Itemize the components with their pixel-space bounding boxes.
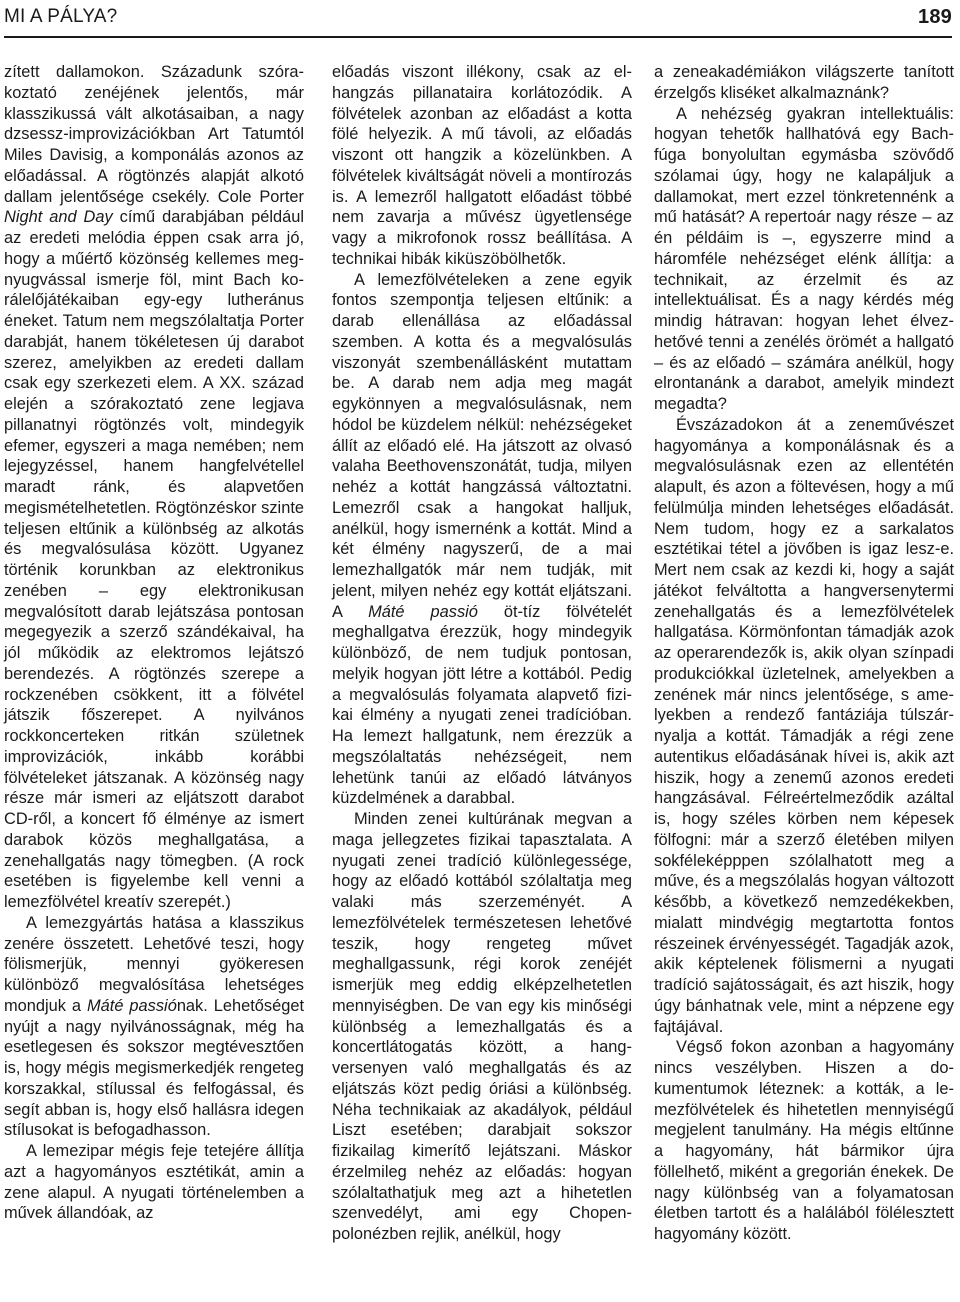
paragraph xyxy=(654,62,954,104)
text-run: A lemezgyártás hatása a klasszikus zenére összetett. Lehetővé teszi, hogy fölismerjük, mennyi gyökeresen különböző megvalósítása lehetséges mondjuk a xyxy=(4,913,304,1015)
header-rule xyxy=(4,36,952,38)
text-run: a zeneakadémiákon világszerte tanított érzelgős kliséket alkalmaznánk? xyxy=(654,63,954,102)
text-column-2 xyxy=(332,62,632,1245)
running-title: MI A PÁLYA? xyxy=(4,6,118,27)
text-run: előadás viszont illékony, csak az elhangzás pillanataira korlátozódik. A fölvételek azonban az előadást a kotta fölé helyezik. A mű távoli, az előadás viszont ott hangzik a közelünkben. A fölvételek kiváltságát növeli a montírozás is. A lemezről hallgatott előadást többé nem zavarja a művész ügyetlensége vagy a mikrofonok rossz beállítása. A technikai hibák kiküszöbölhetők. xyxy=(332,63,632,268)
running-header xyxy=(4,0,952,34)
text-run: Végső fokon azonban a hagyomány nincs veszélyben. Hiszen a dokumentumok léteznek: a kották, a lemezfölvételek és hihetetlen mennyiségű megjelent tanulmány. Ha mégis eltűnne a hagyomány, hát bármikor újra föllelhető, miként a gregorián énekek. De nagy különbség van a folyamatosan életben tartott és a halálából fölélesztett hagyomány között. xyxy=(654,1038,954,1243)
paragraph xyxy=(4,1141,304,1224)
page-number: 189 xyxy=(918,5,952,28)
text-run: zített dallamokon. Századunk szórakoztató zenéjének jelentős, már klasszikussá vált alkotásaiban, a nagy dzsessz-improvizációkban Art Tatumtól Miles Davisig, a komponálás azonos az előadással. A rögtönzés alapját alkotó dallam jelentősége csekély. Cole Porter xyxy=(4,63,304,206)
text-column-3 xyxy=(654,62,954,1245)
paragraph xyxy=(332,270,632,810)
paragraph xyxy=(654,415,954,1038)
text-run: öt-tíz fölvételét meghallgatva érezzük, hogy mindegyik különböző, de nem tudjuk pontosan, melyik hogyan jött létre a kottából. Pedig a megvalósulás folyamata alapvető fizikai élmény a nyugati zenei tradícióban. Ha lemezt hallgatunk, nem érezzük a megszólaltatás nehézségeit, nem lehetünk tanúi az előadó látványos küzdelmének a darabbal. xyxy=(332,602,632,808)
paragraph xyxy=(332,62,632,270)
italic-title: Night and Day xyxy=(4,208,113,227)
text-run: A lemezipar mégis feje tetejére állítja azt a hagyományos esztétikát, amin a zene alapul. A nyugati történelemben a művek állandóak, az xyxy=(4,1142,304,1223)
text-run: nak. Lehetőséget nyújt a nagy nyilvánosságnak, még ha esetlegesen és sokszor megtévesztően is, hogy mégis megismerkedjék rengeteg korszakkal, stílussal és felfogással, és segít abban is, hogy első hallásra idegen stílusokat is befogadhasson. xyxy=(4,996,304,1140)
paragraph xyxy=(654,104,954,415)
text-run: A nehézség gyakran intellektuális: hogyan tehetők hallhatóvá egy Bach-fúga bonyolultan egymásba szövődő szólamai úgy, hogy ne kalapáljuk a dallamokat, mert ezzel tönkretennénk a mű hatását? A repertoár nagy része – az én példáim is –, egyszerre mind a háromféle nehézséget elénk állítja: a technikait, az érzelmit és az intellektuálisat. És a nagy kérdés még mindig hátravan: hogyan lehet élvezhetővé tenni a zenélés örömét a hallgató – és az előadó – számára anélkül, hogy elrontanánk a darabot, amelyik mindezt megadta? xyxy=(654,104,954,413)
italic-title: Máté passió xyxy=(87,996,177,1015)
paragraph xyxy=(4,62,304,913)
text-column-1 xyxy=(4,62,304,1224)
text-run: A lemezfölvételeken a zene egyik fontos szempontja teljesen eltűnik: a darab ellenállása az előadással szemben. A kotta és a megvalósulás viszonyát szembenállásként mutattam be. A darab nem adja meg magát egykönnyen a megvalósulásnak, nem hódol be küzdelem nélkül: nehézségeket állít az előadó elé. Ha játszott az olvasó valaha Beethovenszonátát, tudja, milyen nehéz a kottát hangzássá változtatni. Lemezről csak a hangokat halljuk, anélkül, hogy ismernénk a kottát. Mind a két élmény nagyszerű, de a mai lemezhallgatók már nem tudják, mit jelent, milyen nehéz egy kottát eljátszani. A xyxy=(332,270,632,621)
italic-title: Máté passió xyxy=(368,602,478,621)
text-run: Évszázadokon át a zeneművészet hagyománya a komponálásnak és a megvalósulásnak ezen az ellentétén alapult, és azon a föltevésen, hogy a mű felülmúlja minden lehetséges előadását. Nem tudom, hogy ez a sarkalatos esztétikai tétel a jövőben is igaz lesz-e. Mert nem csak az kezdi ki, hogy a saját játékot felváltotta a hangversenytermi zenehallgatás és a lemezfölvételek hallgatása. Körmönfontan támadják azok az operarendezők is, akik olyan színpadi produkciókkal üzletelnek, amelyekben a zenének már nincs jelentősége, s amelyekben a rendező fantáziája túlszárnyalja a kottát. Támadják a régi zene autentikus előadásának hívei is, akik azt hiszik, hogy a zenemű azonos eredeti hangzásával. Félreértelmeződik azáltal is, hogy széles körben nem képesek fölfogni: már a szerző életében milyen sokféleképppen szólalhatott meg a műve, és a megszólalás hogyan változott később, a következő nemzedékekben, mialatt mindvégig megtartotta fontos részeinek érvényességét. Tagadják azok, akik képtelenek fölismerni a nyugati tradíció sajátosságait, és azt hiszik, hogy úgy bánhatnak vele, mint a népzene egy fajtájával. xyxy=(654,415,954,1036)
text-run: című darabjában például az eredeti melódia éppen csak arra jó, hogy a műértő közönség kellemes megnyugvással ismerje föl, mint Bach korálelőjátékaiban egy-egy lutheránus éneket. Tatum nem megszólaltatja Porter darabját, hanem tökéletesen új darabot szerez, amelyikben az eredeti dallam csak egy szerkezeti elem. A XX. század elején a szórakoztató zene legjava pillanatnyi rögtönzés volt, mindegyik efemer, egyszeri a maga nemében; nem lejegyzéssel, hanem hangfelvétellel maradt ránk, és alapvetően megismételhetetlen. Rögtönzéskor szinte teljesen eltűnik a különbség az alkotás és megvalósulása között. Ugyanez történik korunkban az elektronikus zenében – egy elektronikusan megvalósított darab lejátszása pontosan megegyezik a szerző szándékaival, ha jól működik az elektromos lejátszó berendezés. A rögtönzés szerepe a rockzenében csökkent, itt a fölvétel játszik főszerepet. A nyilvános rockkoncerteken ritkán születnek improvizációk, inkább korábbi fölvételeket játszanak. A közönség nagy része már ismeri az eljátszott darabot CD-ről, a koncert fő élménye az ismert darabok közös meghallgatása, a zenehallgatás nagy tömegben. (A rock esetében is figyelembe kell venni a lemezfölvétel kreatív szerepét.) xyxy=(4,208,304,911)
paragraph xyxy=(4,913,304,1141)
paragraph xyxy=(654,1037,954,1245)
paragraph xyxy=(332,809,632,1245)
text-run: Minden zenei kultúrának megvan a maga jellegzetes fizikai tapasztalata. A nyugati zenei tradíció különlegessége, hogy az előadó kottából szólaltatja meg valaki más szerzeményét. A lemezfölvételek természetesen lehetővé teszik, hogy rengeteg művet meghallgassunk, régi korok zenéjét ismerjük meg eddig elképzelhetetlen mennyiségben. De van egy kis minőségi különbség a lemezhallgatás és a koncertlátogatás között, a hangversenyen való meghallgatás és az eljátszás közt pedig óriási a különbség. Néha technikaiak az akadályok, például Liszt esetében; darabjait sokszor fizikailag kimerítő lejátszani. Máskor érzelmileg nehéz az előadás: hogyan szólaltathatjuk meg azt a hihetetlen szenvedélyt, ami egy Chopen-polonézben rejlik, anélkül, hogy xyxy=(332,810,632,1243)
